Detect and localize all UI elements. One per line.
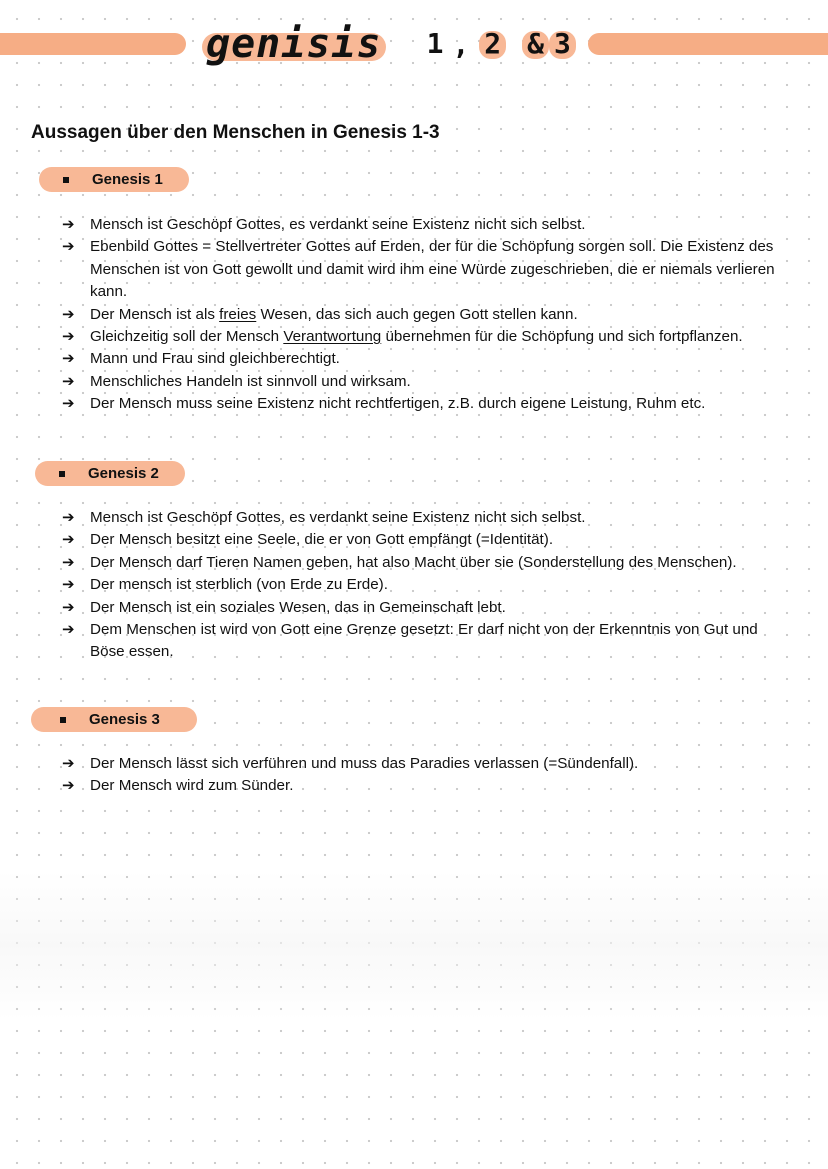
section-label-pill (35, 461, 185, 486)
section-label: Genesis 3 (89, 711, 160, 728)
list-item: ➔ Dem Menschen ist wird von Gott eine Grenze gesetzt: Er darf nicht von der Erkenntnis von Gut und Böse essen. (62, 621, 758, 661)
item-list (0, 507, 780, 664)
list-item: ➔ Mensch ist Geschöpf Gottes, es verdankt seine Existenz nicht sich selbst. (0, 507, 780, 529)
section-label-pill (39, 167, 189, 192)
arrow-right-icon: ➔ (62, 531, 75, 549)
page-shadow-band (0, 870, 828, 1020)
arrow-right-icon: ➔ (62, 350, 75, 368)
list-item: ➔ Ebenbild Gottes = Stellvertreter Gottes auf Erden, der für die Schöpfung sorgen soll. Die Existenz des Menschen ist von Gott gewollt und damit wird ihm eine Würde zugeschrieben, die er niemals verlieren kann. (62, 238, 775, 301)
arrow-right-icon: ➔ (62, 238, 75, 256)
arrow-right-icon: ➔ (62, 598, 75, 616)
arrow-right-icon: ➔ (62, 576, 75, 594)
title-num-2: 2 (479, 30, 506, 58)
title-ampersand: & (522, 30, 549, 58)
item-list (0, 214, 780, 416)
list-item: ➔ Der Mensch besitzt eine Seele, die er von Gott empfängt (=Identität). (0, 529, 780, 551)
section-label-pill (31, 707, 197, 732)
list-item: ➔ Der Mensch wird zum Sünder. (0, 775, 780, 797)
arrow-right-icon: ➔ (62, 553, 75, 571)
section-label: Genesis 2 (88, 465, 159, 482)
arrow-right-icon: ➔ (62, 755, 75, 772)
list-item: ➔ Der mensch ist sterblich (von Erde zu Erde). (0, 574, 780, 596)
bullet-square-icon (59, 471, 65, 477)
title-word: genisis (200, 24, 388, 64)
list-item: ➔ Mann und Frau sind gleichberechtigt. (0, 348, 780, 370)
title-num-1: 1 (426, 27, 444, 60)
arrow-right-icon: ➔ (62, 216, 75, 233)
list-item: ➔ Der Mensch lässt sich verführen und muss das Paradies verlassen (=Sündenfall). (0, 753, 780, 775)
item-list (0, 753, 780, 798)
arrow-right-icon: ➔ (62, 621, 75, 639)
section-label: Genesis 1 (92, 171, 163, 188)
list-item: ➔ Gleichzeitig soll der Mensch Verantwortung übernehmen für die Schöpfung und sich fortpflanzen. (0, 326, 780, 348)
bullet-square-icon (60, 717, 66, 723)
arrow-right-icon: ➔ (62, 372, 75, 390)
arrow-right-icon: ➔ (62, 328, 75, 346)
arrow-right-icon: ➔ (62, 777, 75, 795)
list-item: ➔ Der Mensch ist als freies Wesen, das sich auch gegen Gott stellen kann. (0, 304, 780, 326)
list-item: ➔ Mensch ist Geschöpf Gottes, es verdankt seine Existenz nicht sich selbst. (0, 214, 780, 236)
bullet-square-icon (63, 177, 69, 183)
underlined-word: freies (219, 305, 257, 323)
list-item: ➔ Der Mensch ist ein soziales Wesen, das in Gemeinschaft lebt. (0, 597, 780, 619)
arrow-right-icon: ➔ (62, 395, 75, 413)
decor-stripe-right (588, 33, 828, 55)
list-item: ➔ Menschliches Handeln ist sinnvoll und wirksam. (0, 371, 780, 393)
title-comma: , (452, 27, 470, 61)
list-item: ➔ Der Mensch darf Tieren Namen geben, hat also Macht über sie (Sonderstellung des Menschen). (0, 552, 780, 574)
underlined-word: Verantwortung (283, 328, 382, 346)
page-title (200, 14, 576, 74)
title-num-3: 3 (549, 30, 576, 58)
list-item: ➔ Der Mensch muss seine Existenz nicht rechtfertigen, z.B. durch eigene Leistung, Ruhm etc. (0, 393, 780, 415)
decor-stripe-left (0, 33, 186, 55)
arrow-right-icon: ➔ (62, 509, 75, 526)
main-heading: Aussagen über den Menschen in Genesis 1-3 (31, 122, 440, 143)
arrow-right-icon: ➔ (62, 305, 75, 323)
